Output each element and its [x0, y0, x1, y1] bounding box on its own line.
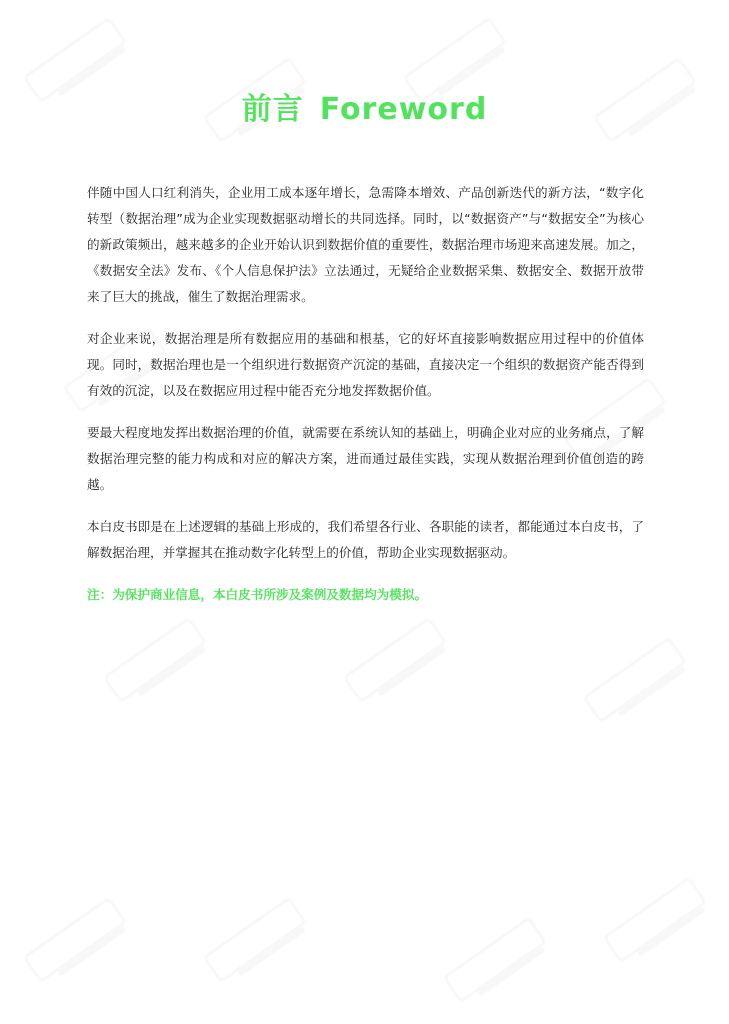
- page-title: [0, 84, 729, 128]
- watermark-logo: [571, 612, 709, 738]
- watermark-logo: [431, 892, 569, 1018]
- paragraph: 伴随中国人口红利消失，企业用工成本逐年增长，急需降本增效、产品创新迭代的新方法，“数字化转型（数据治理”成为企业实现数据驱动增长的共同选择。同时，以“数据资产”与“数据安全”为核心的新政策频出，越来越多的企业开始认识到数据价值的重要性，数据治理市场迎来高速发展。加之，《数据安全法》发布、《个人信息保护法》立法通过，无疑给企业数据采集、数据安全、数据开放带来了巨大的挑战，催生了数据治理需求。: [87, 185, 644, 304]
- watermark-logo: [591, 852, 729, 978]
- watermark-logo: [191, 872, 329, 998]
- paragraph: 本白皮书即是在上述逻辑的基础上形成的，我们希望各行业、各职能的读者，都能通过本白皮书，了解数据治理，并掌握其在推动数字化转型上的价值，帮助企业实现数据驱动。: [87, 519, 644, 560]
- paragraph: 对企业来说，数据治理是所有数据应用的基础和根基，它的好坏直接影响数据应用过程中的价值体现。同时，数据治理也是一个组织进行数据资产沉淀的基础，直接决定一个组织的数据资产能否得到有效的沉淀，以及在数据应用过程中能否充分地发挥数据价值。: [87, 331, 644, 398]
- watermark-logo: [91, 592, 229, 718]
- watermark-logo: [11, 872, 149, 998]
- foreword-body: [87, 180, 644, 608]
- watermark-logo: [331, 592, 469, 718]
- page-title-cn: 前言: [241, 92, 304, 127]
- page-title-en: Foreword: [319, 92, 488, 127]
- disclaimer-note: 注：为保护商业信息，本白皮书所涉及案例及数据均为模拟。: [87, 587, 428, 602]
- paragraph: 要最大程度地发挥出数据治理的价值，就需要在系统认知的基础上，明确企业对应的业务痛点，了解数据治理完整的能力构成和对应的解决方案，进而通过最佳实践，实现从数据治理到价值创造的跨越。: [87, 425, 644, 492]
